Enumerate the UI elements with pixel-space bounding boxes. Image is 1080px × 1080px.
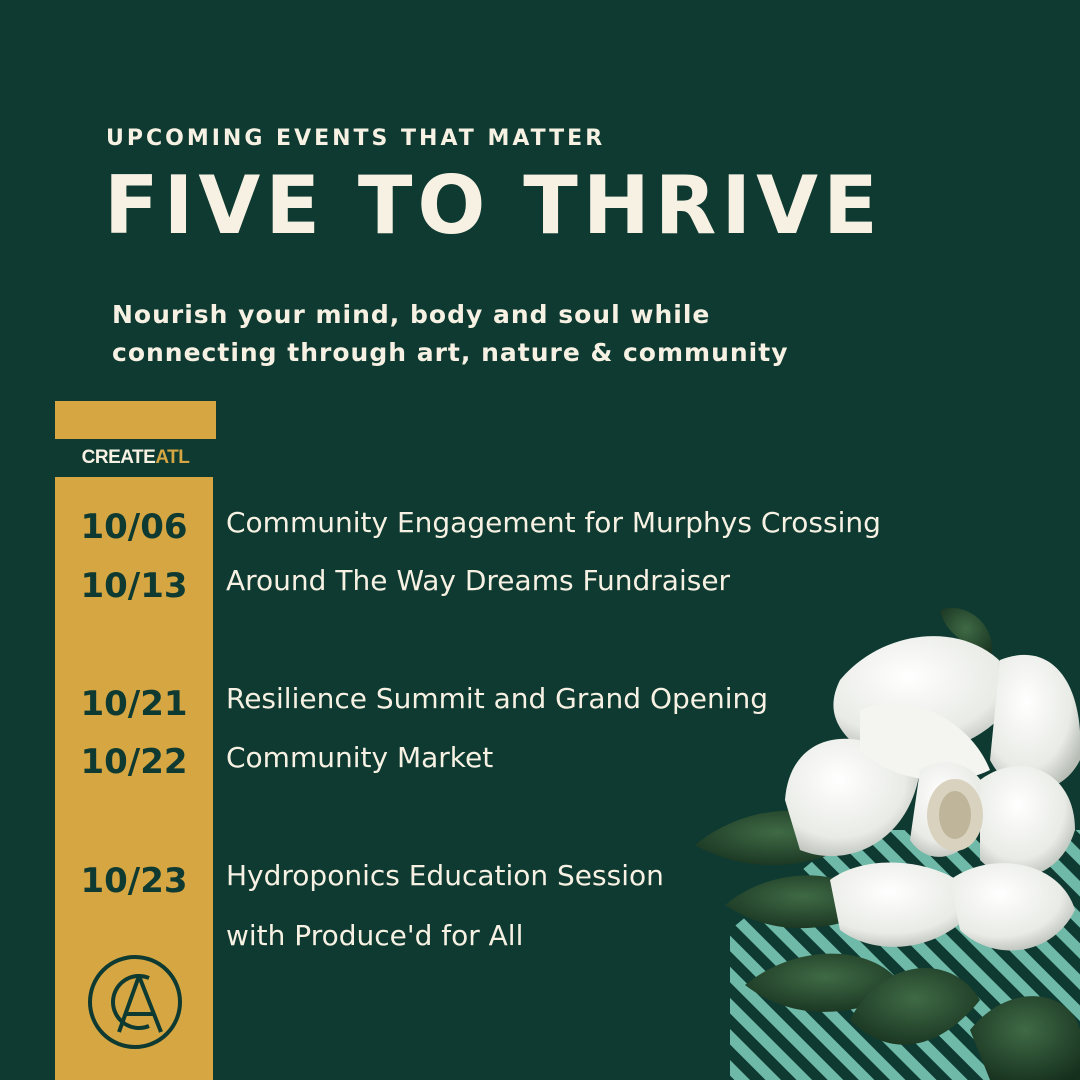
event-date-4: 10/22 — [80, 742, 188, 782]
event-title-5-line-2: with Produce'd for All — [226, 919, 524, 952]
event-title-1: Community Engagement for Murphys Crossing — [226, 506, 881, 539]
magnolia-flower-icon — [690, 600, 1080, 1080]
subtitle-line-1: Nourish your mind, body and soul while — [112, 300, 711, 329]
kicker: UPCOMING EVENTS THAT MATTER — [106, 126, 606, 151]
gold-top-block — [55, 401, 216, 439]
brand-part-1: CREATE — [81, 447, 156, 468]
event-date-5: 10/23 — [80, 861, 188, 901]
event-title-2: Around The Way Dreams Fundraiser — [226, 564, 731, 597]
subtitle — [112, 296, 992, 372]
page-title: FIVE TO THRIVE — [104, 159, 883, 252]
event-title-5: Hydroponics Education Session — [226, 859, 664, 892]
event-date-1: 10/06 — [80, 507, 188, 547]
brand-part-2: ATL — [155, 447, 190, 468]
event-date-3: 10/21 — [80, 684, 188, 724]
event-title-3: Resilience Summit and Grand Opening — [226, 682, 769, 715]
createatl-monogram-icon — [85, 952, 185, 1052]
event-title-4: Community Market — [226, 741, 494, 774]
event-date-2: 10/13 — [80, 566, 188, 606]
brand-logo — [55, 439, 216, 477]
subtitle-line-2: connecting through art, nature & community — [112, 338, 789, 367]
